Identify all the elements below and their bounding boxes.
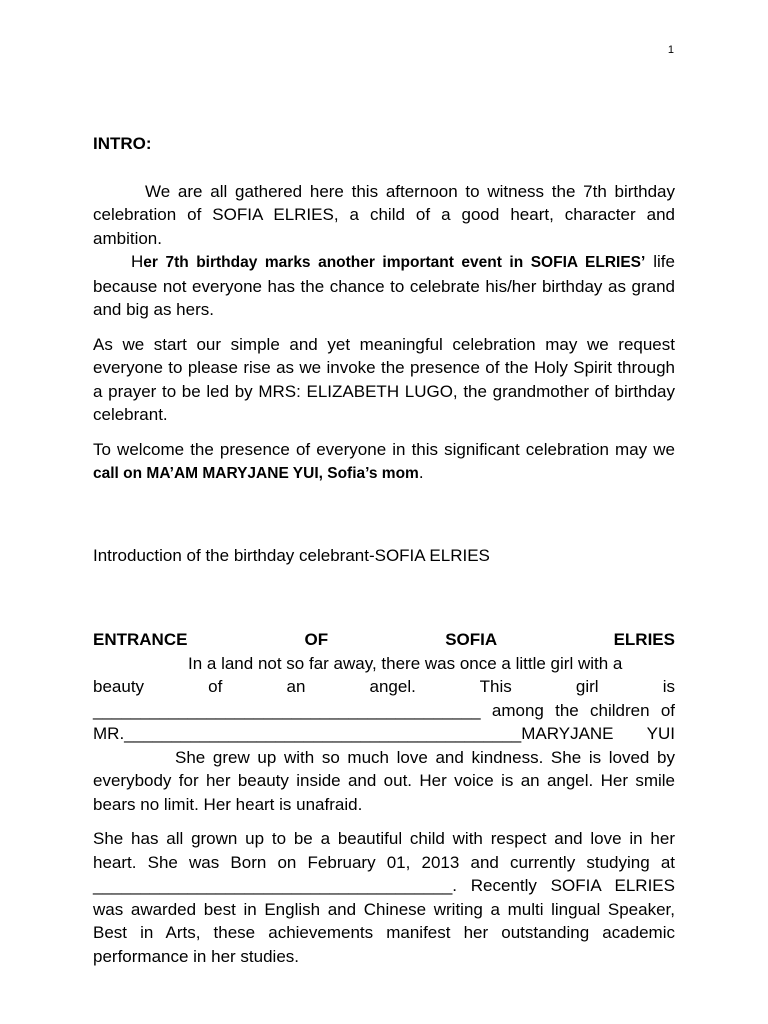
page-number: 1 — [667, 44, 674, 56]
introduction-line: Introduction of the birthday celebrant-SOFIA ELRIES — [93, 545, 490, 565]
growth-paragraph: She grew up with so much love and kindness. She is loved by everybody for her beauty inside and out. Her voice is an angel. Her smile bears no limit. Her heart is unafraid. — [93, 747, 675, 814]
milestone-rest-text: life because not everyone has the chance to celebrate his/her birthday as grand and big as hers. — [93, 252, 675, 319]
prayer-paragraph: As we start our simple and yet meaningful celebration may we request everyone to please rise as we invoke the presence of the Holy Spirit through a prayer to be led by MRS: ELIZABETH LUGO, the grandmother of birthday celebrant. — [93, 334, 675, 424]
milestone-bold-text: er 7th birthday marks another important event in SOFIA ELRIES’ — [143, 254, 646, 271]
milestone-lead: H — [131, 252, 144, 271]
entrance-line-3: _________________________________________ among the children of — [93, 700, 675, 720]
entrance-heading: ENTRANCE OF SOFIA ELRIES — [93, 630, 675, 649]
document-body — [93, 132, 675, 968]
welcome-paragraph — [93, 438, 675, 486]
achievements-paragraph: She has all grown up to be a beautiful child with respect and love in her heart. She was Born on February 01, 2013 and currently studying at ______________________________________. Recently SOFIA ELRIES was awarded best in English and Chinese writing a multi lingual Speaker, Best in Arts, these achievements manifest her outstanding academic performance in her studies. — [93, 829, 675, 966]
entrance-line-2: beauty of an angel. This girl is — [93, 677, 675, 696]
welcome-tail-text: . — [418, 463, 424, 482]
intro-heading: INTRO: — [93, 134, 152, 153]
welcome-bold-text: call on MA’AM MARYJANE YUI, Sofia’s mom — [93, 465, 419, 482]
entrance-line-1: In a land not so far away, there was once a little girl with a — [188, 653, 623, 673]
milestone-paragraph — [93, 250, 675, 322]
entrance-line-4: MR.__________________________________________MARYJANE YUI — [93, 724, 675, 743]
welcome-lead-text: To welcome the presence of everyone in this significant celebration may we — [93, 439, 675, 459]
intro-paragraph: We are all gathered here this afternoon to witness the 7th birthday celebration of SOFIA ELRIES, a child of a good heart, character and ambition. — [93, 181, 675, 248]
